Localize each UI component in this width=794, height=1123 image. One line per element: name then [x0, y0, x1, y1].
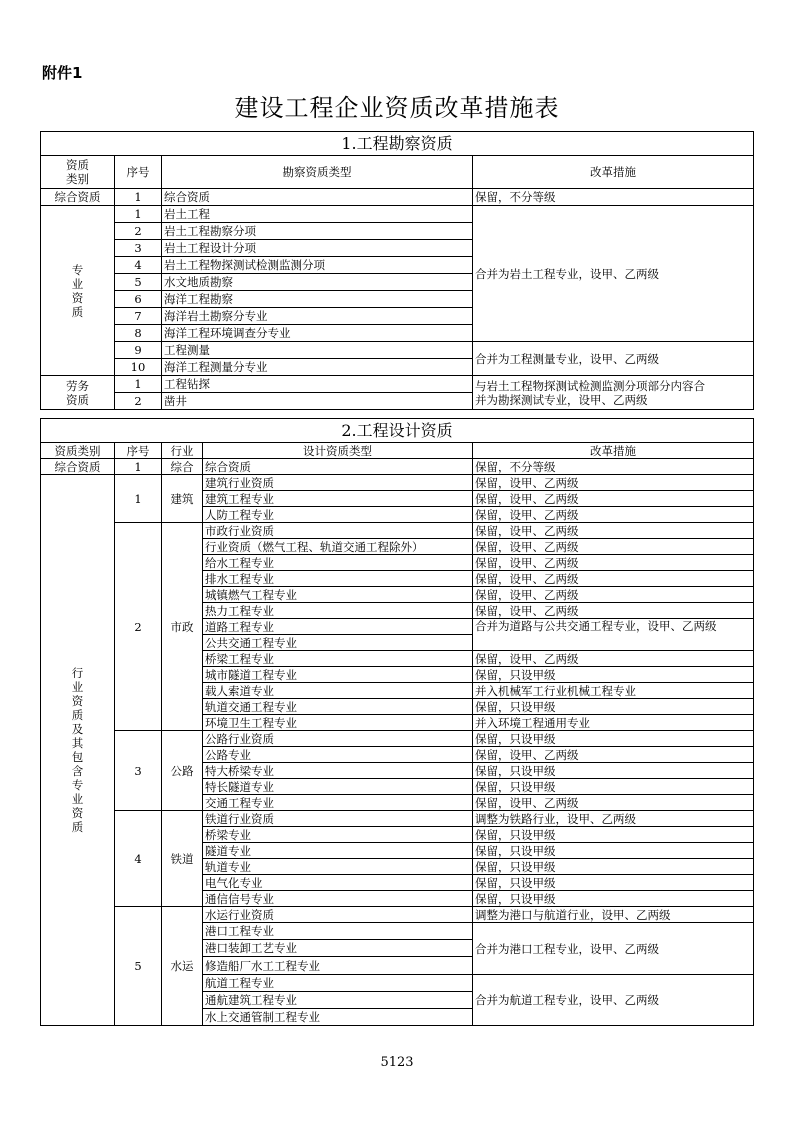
- type-cell: 海洋工程环境调查分专业: [162, 325, 473, 342]
- type-cell: 载人索道专业: [203, 683, 473, 699]
- survey-qualification-table: [40, 131, 754, 410]
- table-row: [41, 907, 754, 923]
- measure-cell: 保留，设甲、乙两级: [473, 523, 754, 539]
- number-cell: 8: [115, 325, 162, 342]
- type-cell: 通信信号专业: [203, 891, 473, 907]
- number-cell: 2: [115, 523, 162, 731]
- number-cell: 1: [115, 376, 162, 393]
- header-category: 资质 类别: [41, 156, 115, 189]
- header-measure: 改革措施: [473, 156, 754, 189]
- header-type: 设计资质类型: [203, 443, 473, 459]
- category-cell-labor: 劳务 资质: [41, 376, 115, 410]
- type-cell: 给水工程专业: [203, 555, 473, 571]
- number-cell: 3: [115, 731, 162, 811]
- type-cell: 公路行业资质: [203, 731, 473, 747]
- type-cell: 桥梁工程专业: [203, 651, 473, 667]
- number-cell: 10: [115, 359, 162, 376]
- header-number: 序号: [115, 156, 162, 189]
- type-cell: 海洋岩土勘察分专业: [162, 308, 473, 325]
- measure-cell: 合并为岩土工程专业，设甲、乙两级: [473, 206, 754, 342]
- header-industry: 行业: [162, 443, 203, 459]
- type-cell: 电气化专业: [203, 875, 473, 891]
- type-cell: 港口工程专业: [203, 923, 473, 940]
- type-cell: 修造船厂水工工程专业: [203, 957, 473, 975]
- measure-cell: 保留，设甲、乙两级: [473, 795, 754, 811]
- header-number: 序号: [115, 443, 162, 459]
- table-row: [41, 342, 754, 359]
- measure-cell: 保留，设甲、乙两级: [473, 571, 754, 587]
- header-category: 资质类别: [41, 443, 115, 459]
- measure-cell: 保留，设甲、乙两级: [473, 475, 754, 491]
- measure-cell: 保留，只设甲级: [473, 843, 754, 859]
- type-cell: 综合资质: [203, 459, 473, 475]
- section-heading: 1.工程勘察资质: [41, 132, 754, 156]
- measure-cell: 保留，设甲、乙两级: [473, 603, 754, 619]
- number-cell: 4: [115, 811, 162, 907]
- type-cell: 工程测量: [162, 342, 473, 359]
- measure-cell: 保留，设甲、乙两级: [473, 555, 754, 571]
- table-row: [41, 376, 754, 393]
- design-qualification-table: [40, 418, 754, 1026]
- type-cell: 水运行业资质: [203, 907, 473, 923]
- type-cell: 环境卫生工程专业: [203, 715, 473, 731]
- measure-cell: 保留，设甲、乙两级: [473, 539, 754, 555]
- measure-cell: 保留，只设甲级: [473, 731, 754, 747]
- type-cell: 排水工程专业: [203, 571, 473, 587]
- type-cell: 轨道专业: [203, 859, 473, 875]
- number-cell: 1: [115, 459, 162, 475]
- type-cell: 水上交通管制工程专业: [203, 1009, 473, 1026]
- number-cell: 1: [115, 206, 162, 223]
- industry-cell: 市政: [162, 523, 203, 731]
- measure-cell: 调整为港口与航道行业，设甲、乙两级: [473, 907, 754, 923]
- type-cell: 综合资质: [162, 189, 473, 206]
- industry-cell: 水运: [162, 907, 203, 1026]
- type-cell: 铁道行业资质: [203, 811, 473, 827]
- type-cell: 建筑行业资质: [203, 475, 473, 491]
- category-cell: 综合资质: [41, 189, 115, 206]
- type-cell: 城镇燃气工程专业: [203, 587, 473, 603]
- measure-cell: 保留，只设甲级: [473, 827, 754, 843]
- table-row: [41, 523, 754, 539]
- type-cell: 岩土工程物探测试检测监测分项: [162, 257, 473, 274]
- type-cell: 公路专业: [203, 747, 473, 763]
- measure-cell: 保留，只设甲级: [473, 667, 754, 683]
- category-cell-industry: 行 业 资 质 及 其 包 含 专 业 资 质: [41, 475, 115, 1026]
- measure-cell: 保留，只设甲级: [473, 779, 754, 795]
- section-heading: 2.工程设计资质: [41, 419, 754, 443]
- type-cell: 航道工程专业: [203, 975, 473, 992]
- measure-cell: 保留，只设甲级: [473, 859, 754, 875]
- type-cell: 港口装卸工艺专业: [203, 940, 473, 957]
- table-row: [41, 811, 754, 827]
- type-cell: 城市隧道工程专业: [203, 667, 473, 683]
- number-cell: 2: [115, 223, 162, 240]
- page-title: 建设工程企业资质改革措施表: [234, 94, 560, 122]
- type-cell: 通航建筑工程专业: [203, 992, 473, 1009]
- measure-cell: 保留，设甲、乙两级: [473, 587, 754, 603]
- type-cell: 工程钻探: [162, 376, 473, 393]
- type-cell: 岩土工程勘察分项: [162, 223, 473, 240]
- measure-cell: 保留，设甲、乙两级: [473, 651, 754, 667]
- measure-cell: 合并为航道工程专业，设甲、乙两级: [473, 975, 754, 1026]
- type-cell: 水文地质勘察: [162, 274, 473, 291]
- industry-cell: 建筑: [162, 475, 203, 523]
- type-cell: 隧道专业: [203, 843, 473, 859]
- header-row: [41, 156, 754, 189]
- measure-cell: 保留，设甲、乙两级: [473, 747, 754, 763]
- table-row: [41, 475, 754, 491]
- number-cell: 5: [115, 907, 162, 1026]
- number-cell: 7: [115, 308, 162, 325]
- measure-cell: 并入机械军工行业机械工程专业: [473, 683, 754, 699]
- section-heading-row: [41, 132, 754, 156]
- number-cell: 6: [115, 291, 162, 308]
- table-row: [41, 206, 754, 223]
- type-cell: 热力工程专业: [203, 603, 473, 619]
- page-number: 5123: [380, 1055, 414, 1070]
- industry-cell: 综合: [162, 459, 203, 475]
- header-row: [41, 443, 754, 459]
- measure-cell: 调整为铁路行业，设甲、乙两级: [473, 811, 754, 827]
- measure-cell: 保留，不分等级: [473, 459, 754, 475]
- category-cell-professional: 专 业 资 质: [41, 206, 115, 376]
- measure-cell: 与岩土工程物探测试检测监测分项部分内容合 并为勘探测试专业，设甲、乙两级: [473, 376, 754, 410]
- measure-cell: 合并为港口工程专业，设甲、乙两级: [473, 923, 754, 975]
- type-cell: 岩土工程设计分项: [162, 240, 473, 257]
- number-cell: 1: [115, 475, 162, 523]
- number-cell: 5: [115, 274, 162, 291]
- type-cell: 海洋工程测量分专业: [162, 359, 473, 376]
- measure-cell: 并入环境工程通用专业: [473, 715, 754, 731]
- type-cell: 道路工程专业: [203, 619, 473, 635]
- type-cell: 建筑工程专业: [203, 491, 473, 507]
- industry-cell: 铁道: [162, 811, 203, 907]
- type-cell: 行业资质（燃气工程、轨道交通工程除外）: [203, 539, 473, 555]
- measure-cell: 保留，只设甲级: [473, 891, 754, 907]
- attachment-label: 附件1: [42, 64, 83, 82]
- measure-cell: 保留，不分等级: [473, 189, 754, 206]
- type-cell: 人防工程专业: [203, 507, 473, 523]
- category-cell: 综合资质: [41, 459, 115, 475]
- number-cell: 1: [115, 189, 162, 206]
- type-cell: 市政行业资质: [203, 523, 473, 539]
- type-cell: 凿井: [162, 393, 473, 410]
- type-cell: 岩土工程: [162, 206, 473, 223]
- number-cell: 2: [115, 393, 162, 410]
- type-cell: 海洋工程勘察: [162, 291, 473, 308]
- type-cell: 特大桥梁专业: [203, 763, 473, 779]
- section-heading-row: [41, 419, 754, 443]
- measure-cell: 保留，设甲、乙两级: [473, 491, 754, 507]
- number-cell: 3: [115, 240, 162, 257]
- measure-cell: 保留，只设甲级: [473, 875, 754, 891]
- table-row: [41, 189, 754, 206]
- type-cell: 公共交通工程专业: [203, 635, 473, 651]
- type-cell: 交通工程专业: [203, 795, 473, 811]
- measure-cell: 合并为工程测量专业，设甲、乙两级: [473, 342, 754, 376]
- header-measure: 改革措施: [473, 443, 754, 459]
- type-cell: 轨道交通工程专业: [203, 699, 473, 715]
- measure-cell: 保留，设甲、乙两级: [473, 507, 754, 523]
- type-cell: 桥梁专业: [203, 827, 473, 843]
- number-cell: 4: [115, 257, 162, 274]
- type-cell: 特长隧道专业: [203, 779, 473, 795]
- number-cell: 9: [115, 342, 162, 359]
- header-type: 勘察资质类型: [162, 156, 473, 189]
- table-row: [41, 459, 754, 475]
- measure-cell: 合并为道路与公共交通工程专业，设甲、乙两级: [473, 619, 754, 651]
- table-row: [41, 731, 754, 747]
- measure-cell: 保留，只设甲级: [473, 699, 754, 715]
- measure-cell: 保留，只设甲级: [473, 763, 754, 779]
- industry-cell: 公路: [162, 731, 203, 811]
